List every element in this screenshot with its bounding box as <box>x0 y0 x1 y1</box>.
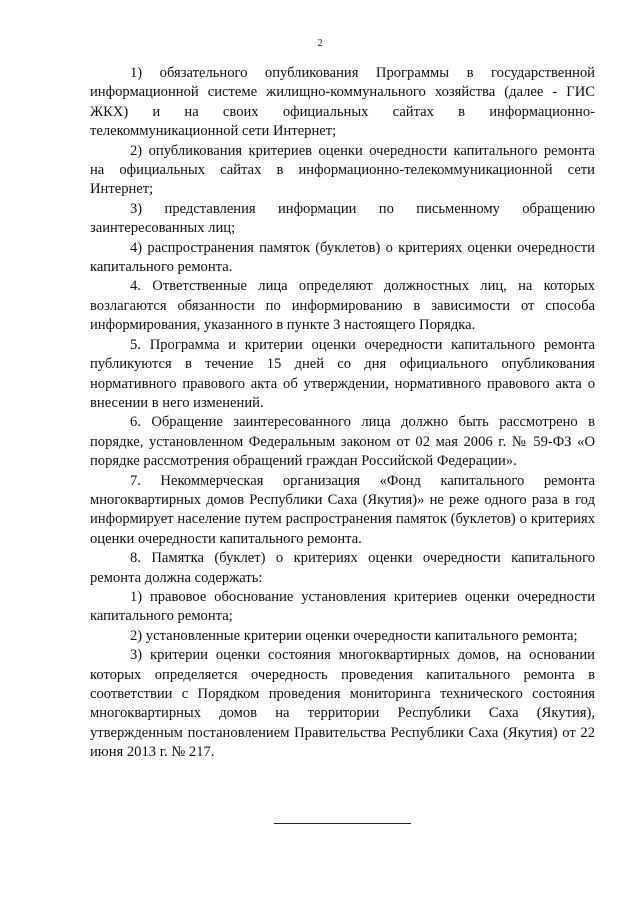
paragraph-subitem-1-legal-basis: 1) правовое обоснование установления критериев оценки очередности капитального ремонта; <box>90 588 595 625</box>
document-body <box>90 64 595 763</box>
paragraph-item-1-publication-gis: 1) обязательного опубликования Программы в государственной информационной системе жилищно-коммунального хозяйства (далее - ГИС ЖКХ) и на своих официальных сайтах в информационно-телекоммуникационной сети Интернет; <box>90 65 595 140</box>
paragraph-subitem-3-condition-criteria: 3) критерии оценки состояния многоквартирных домов, на основании которых определяется очередность проведения капитального ремонта в соответствии с Порядком проведения мониторинга технического состояния многоквартирных домов на территории Республики Саха (Якутия), утвержденным постановлением Правительства Республики Саха (Якутия) от 22 июня 2013 г. № 217. <box>90 647 595 761</box>
paragraph-subitem-2-criteria: 2) установленные критерии оценки очередности капитального ремонта; <box>130 627 578 644</box>
paragraph-item-2-publication-criteria: 2) опубликования критериев оценки очередности капитального ремонта на официальных сайтах в информационно-телекоммуникационной сети Интернет; <box>90 142 595 198</box>
paragraph-clause-6-appeals: 6. Обращение заинтересованного лица должно быть рассмотрено в порядке, установленном Федеральным законом от 02 мая 2006 г. № 59-ФЗ «О порядке рассмотрения обращений граждан Российской Федерации». <box>90 414 595 470</box>
paragraph-item-3-written-request: 3) представления информации по письменному обращению заинтересованных лиц; <box>90 200 595 237</box>
paragraph-clause-5-publication-term: 5. Программа и критерии оценки очередности капитального ремонта публикуются в течение 15 дней со дня официального опубликования нормативного правового акта об утверждении, нормативного правового акта о внесении в него изменений. <box>90 336 595 411</box>
paragraph-item-4-booklets: 4) распространения памяток (буклетов) о критериях оценки очередности капитального ремонта. <box>90 239 595 276</box>
paragraph-clause-7-fund: 7. Некоммерческая организация «Фонд капитального ремонта многоквартирных домов Республики Саха (Якутия)» не реже одного раза в год информирует население путем распространения памяток (буклетов) о критериях оценки очередности капитального ремонта. <box>90 472 595 547</box>
paragraph-clause-8-booklet-content: 8. Памятка (буклет) о критериях оценки очередности капитального ремонта должна содержать: <box>90 550 595 586</box>
paragraph-clause-4-responsible-persons: 4. Ответственные лица определяют должностных лиц, на которых возлагаются обязанности по информированию в зависимости от способа информирования, указанного в пункте 3 настоящего Порядка. <box>90 278 595 334</box>
footer-divider <box>274 823 411 824</box>
page-number: 2 <box>317 38 323 49</box>
